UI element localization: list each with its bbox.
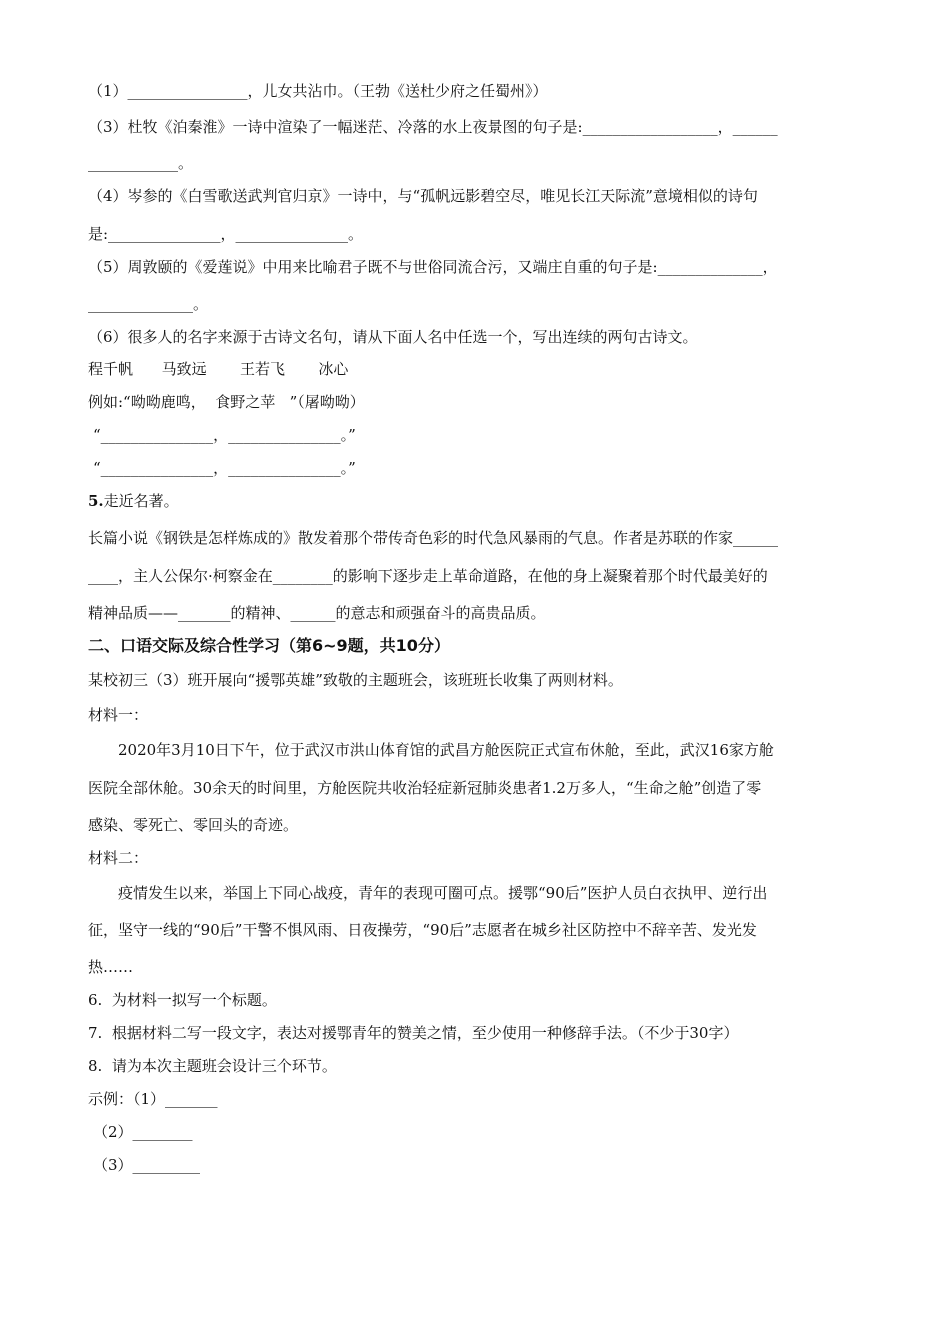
- material-1-line-1: 2020年3月10日下午，位于武汉市洪山体育馆的武昌方舱医院正式宣布休舱，至此，武汉16家方舱: [118, 741, 774, 759]
- material-2-label: 材料二：: [88, 849, 149, 867]
- question-3-line-1: （3）杜牧《泊秦淮》一诗中渲染了一幅迷茫、冷落的水上夜景图的句子是:__________________，______: [88, 118, 778, 136]
- question-3-line-2: ____________。: [88, 154, 194, 172]
- section-2-intro: 某校初三（3）班开展向“援鄂英雄”致敬的主题班会，该班班长收集了两则材料。: [88, 671, 623, 689]
- answer-blank-2: “_______________，_______________。”: [93, 459, 356, 477]
- question-6-prompt: （6）很多人的名字来源于古诗文名句，请从下面人名中任选一个，写出连续的两句古诗文。: [88, 328, 698, 346]
- example-line: 例如:“呦呦鹿鸣， 食野之苹 ”（屠呦呦）: [88, 393, 365, 411]
- question-1: （1）________________，儿女共沾巾。（王勃《送杜少府之任蜀州》）: [88, 82, 548, 100]
- example-step-3: （3）_________: [93, 1156, 201, 1174]
- section-5-number: 5.: [88, 492, 104, 510]
- question-5-line-2: ______________。: [88, 295, 209, 313]
- question-4-line-2: 是:_______________，_______________。: [88, 225, 364, 243]
- section-2-heading: 二、口语交际及综合性学习（第6~9题，共10分）: [88, 636, 450, 655]
- section-5-line-1: 长篇小说《钢铁是怎样炼成的》散发着那个带传奇色彩的时代急风暴雨的气息。作者是苏联的作家______: [88, 529, 779, 547]
- material-1-line-3: 感染、零死亡、零回头的奇迹。: [88, 816, 299, 834]
- material-2-line-3: 热……: [88, 958, 134, 976]
- material-2-line-1: 疫情发生以来，举国上下同心战疫，青年的表现可圈可点。援鄂“90后”医护人员白衣执甲、逆行出: [118, 884, 768, 902]
- section-5-line-3: 精神品质——_______的精神、______的意志和顽强奋斗的高贵品质。: [88, 604, 546, 622]
- question-7: 7. 根据材料二写一段文字，表达对援鄂青年的赞美之情，至少使用一种修辞手法。（不少于30字）: [88, 1024, 739, 1042]
- section-5-title-text: 走近名著。: [103, 492, 179, 510]
- example-step-1: 示例：（1）_______: [88, 1090, 218, 1108]
- example-step-2: （2）________: [93, 1123, 193, 1141]
- section-5-title: [88, 491, 179, 511]
- material-2-line-2: 征，坚守一线的“90后”干警不惧风雨、日夜操劳，“90后”志愿者在城乡社区防控中不辞辛苦、发光发: [88, 921, 757, 939]
- question-4-line-1: （4）岑参的《白雪歌送武判官归京》一诗中，与“孤帆远影碧空尽，唯见长江天际流”意境相似的诗句: [88, 187, 758, 205]
- answer-blank-1: “_______________，_______________。”: [93, 426, 356, 444]
- question-6: 6. 为材料一拟写一个标题。: [88, 991, 277, 1009]
- section-5-line-2: ____，主人公保尔·柯察金在________的影响下逐步走上革命道路，在他的身上凝聚着那个时代最美好的: [88, 567, 768, 585]
- question-5-line-1: （5）周敦颐的《爱莲说》中用来比喻君子既不与世俗同流合污，又端庄自重的句子是:______________，: [88, 258, 778, 276]
- name-options: 程千帆 马致远 王若飞 冰心: [88, 360, 349, 378]
- material-1-line-2: 医院全部休舱。30余天的时间里，方舱医院共收治轻症新冠肺炎患者1.2万多人，“生命之舱”创造了零: [88, 779, 762, 797]
- material-1-label: 材料一：: [88, 706, 149, 724]
- question-8: 8. 请为本次主题班会设计三个环节。: [88, 1057, 337, 1075]
